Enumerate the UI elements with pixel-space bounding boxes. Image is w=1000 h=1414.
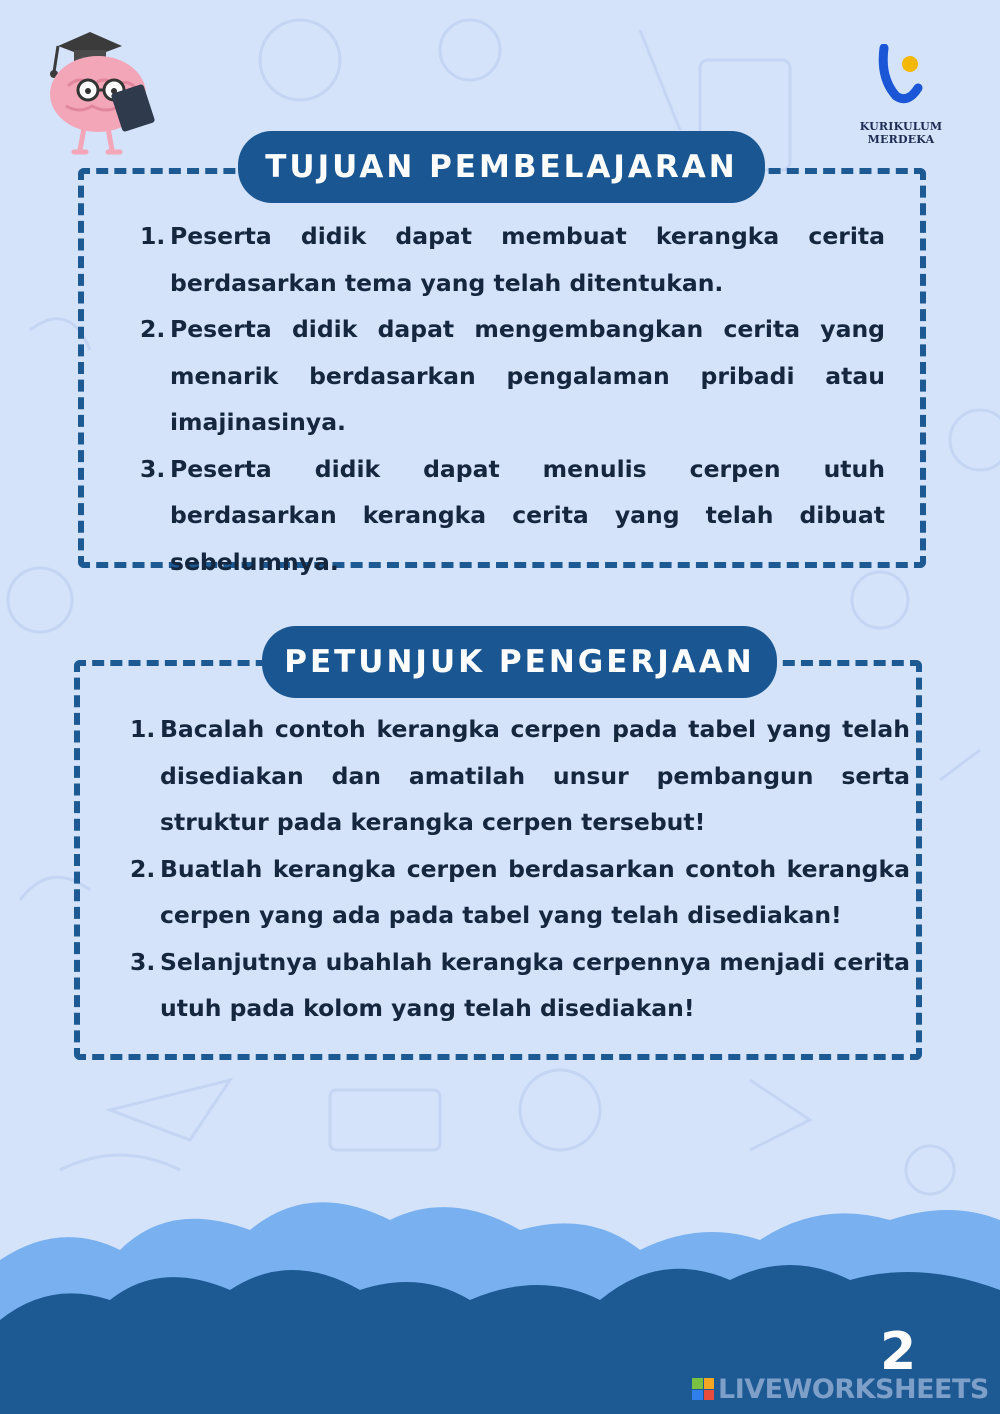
- list-number: 1.: [140, 222, 166, 250]
- liveworksheets-logo-icon: [692, 1378, 714, 1400]
- list-text: Selanjutnya ubahlah kerangka cerpennya menjadi cerita utuh pada kolom yang telah disediakan!: [160, 947, 910, 1022]
- petunjuk-title: PETUNJUK PENGERJAAN: [262, 626, 777, 698]
- liveworksheets-watermark: [692, 1372, 989, 1406]
- list-text: Peserta didik dapat membuat kerangka cerita berdasarkan tema yang telah ditentukan.: [170, 222, 885, 297]
- watermark-text: LIVEWORKSHEETS: [718, 1373, 989, 1405]
- brain-mascot-icon: [38, 24, 168, 159]
- kurikulum-merdeka-logo: [826, 44, 976, 144]
- list-number: 3.: [140, 454, 166, 483]
- list-item: [140, 306, 885, 446]
- list-item: [140, 446, 885, 586]
- list-number: 1.: [130, 715, 156, 743]
- list-number: 2.: [130, 854, 156, 883]
- petunjuk-list: [130, 706, 910, 1032]
- list-item: [130, 939, 910, 1032]
- list-text: Bacalah contoh kerangka cerpen pada tabel yang telah disediakan dan amatilah unsur pembangun serta struktur pada kerangka cerpen tersebut!: [160, 715, 910, 836]
- list-item: [130, 706, 910, 846]
- tujuan-title: TUJUAN PEMBELAJARAN: [238, 131, 765, 203]
- list-item: [140, 213, 885, 306]
- logo-text: KURIKULUM MERDEKA: [859, 120, 943, 146]
- list-text: Buatlah kerangka cerpen berdasarkan contoh kerangka cerpen yang ada pada tabel yang telah disediakan!: [160, 854, 910, 929]
- tujuan-list: [140, 213, 885, 585]
- page-number: 2: [880, 1322, 917, 1382]
- list-number: 2.: [140, 315, 166, 343]
- list-item: [130, 846, 910, 939]
- list-number: 3.: [130, 947, 156, 976]
- list-text: Peserta didik dapat mengembangkan cerita yang menarik berdasarkan pengalaman pribadi atau imajinasinya.: [170, 315, 885, 436]
- list-text: Peserta didik dapat menulis cerpen utuh berdasarkan kerangka cerita yang telah dibuat sebelumnya.: [170, 454, 885, 576]
- logo-icon: [878, 44, 924, 108]
